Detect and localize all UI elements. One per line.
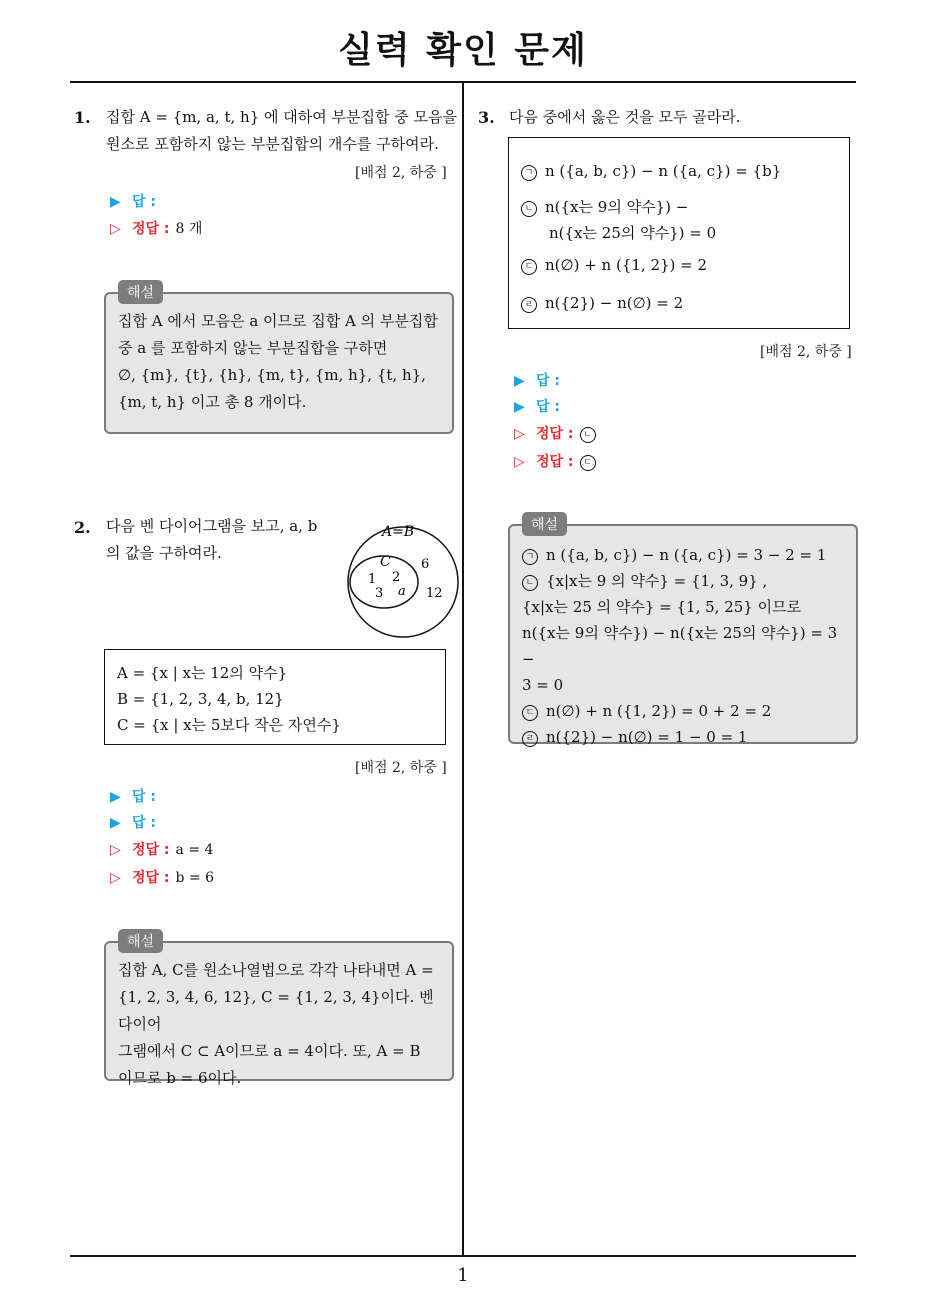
q3-explain-line: 3 = 0 xyxy=(522,676,564,694)
q1-line-2: 원소로 포함하지 않는 부분집합의 개수를 구하여라. xyxy=(106,135,439,153)
page-title: 실력 확인 문제 xyxy=(338,30,588,71)
page-number: 1 xyxy=(457,1265,469,1286)
q3-text: 다음 중에서 옳은 것을 모두 골라라. xyxy=(509,108,741,126)
q2-condition: C = {x | x는 5보다 작은 자연수} xyxy=(117,716,341,734)
q3-explain-line: {x|x는 25 의 약수} = {1, 5, 25} 이므로 xyxy=(522,598,802,616)
outline-play-icon: ▷ xyxy=(514,454,525,470)
q1-text xyxy=(106,104,457,158)
q2-correct-1: ▷ 정답 : a = 4 xyxy=(110,842,214,858)
q3-explain-tag: 해설 xyxy=(522,512,567,536)
venn-label-outer: A=B xyxy=(382,524,415,540)
q3-choice-4: ㄹ n({2}) − n(∅) = 2 xyxy=(521,290,837,316)
outline-play-icon: ▷ xyxy=(110,842,121,858)
q2-correct-2: ▷ 정답 : b = 6 xyxy=(110,870,215,886)
q1-number: 1. xyxy=(74,108,91,127)
q2-conditions-box xyxy=(104,649,446,745)
q1-answer-label: ▶ 답 : xyxy=(110,194,156,210)
venn-element: 12 xyxy=(426,586,443,601)
column-divider xyxy=(462,82,464,1257)
venn-element: 2 xyxy=(392,570,401,585)
venn-element: 1 xyxy=(368,572,377,587)
q2-explain-line: 집합 A, C를 원소나열법으로 각각 나타내면 A = xyxy=(118,961,434,979)
venn-element: a xyxy=(398,584,406,599)
q3-choice-2-cont: n({x는 25의 약수}) = 0 xyxy=(549,224,717,242)
q2-number: 2. xyxy=(74,518,91,537)
q1-explain-line: 집합 A 에서 모음은 a 이므로 집합 A 의 부분집합 xyxy=(118,312,438,330)
bottom-rule xyxy=(70,1255,856,1257)
q3-answer-label-2: ▶ 답 : xyxy=(514,399,560,415)
q2-condition: A = {x | x는 12의 약수} xyxy=(117,664,288,682)
q1-explain-line: ∅, {m}, {t}, {h}, {m, t}, {m, h}, {t, h}, xyxy=(118,366,426,384)
venn-diagram xyxy=(340,518,466,642)
q1-explain-line: {m, t, h} 이고 총 8 개이다. xyxy=(118,393,307,411)
q3-score: [배점 2, 하중 ] xyxy=(760,344,852,360)
venn-element: 6 xyxy=(421,557,430,572)
q3-answer-label-1: ▶ 답 : xyxy=(514,373,560,389)
q3-explain-line: n({x는 9의 약수}) − n({x는 25의 약수}) = 3 − xyxy=(522,624,838,668)
q1-correct-value: 8 개 xyxy=(175,221,203,237)
q1-explanation xyxy=(104,292,454,434)
play-icon: ▶ xyxy=(110,194,121,210)
q2-answer-label-1: ▶ 답 : xyxy=(110,789,156,805)
q2-correct-value: a = 4 xyxy=(175,842,214,858)
q1-explain-tag: 해설 xyxy=(118,280,163,304)
q3-explain-line: ㄱ n ({a, b, c}) − n ({a, c}) = 3 − 2 = 1 xyxy=(522,542,844,568)
venn-element: 3 xyxy=(375,586,384,601)
q1-correct: ▷ 정답 : 8 개 xyxy=(110,221,203,237)
q1-explain-line: 중 a 를 포함하지 않는 부분집합을 구하면 xyxy=(118,339,388,357)
q2-text xyxy=(106,513,317,567)
q2-score: [배점 2, 하중 ] xyxy=(355,760,447,776)
outline-play-icon: ▷ xyxy=(514,426,525,442)
q3-correct-value: ㄷ xyxy=(580,455,596,471)
q3-explain-line: ㄹ n({2}) − n(∅) = 1 − 0 = 1 xyxy=(522,724,844,750)
play-icon: ▶ xyxy=(514,399,525,415)
q3-correct-2: ▷ 정답 : ㄷ xyxy=(514,451,604,471)
q2-explain-line: {1, 2, 3, 4, 6, 12}, C = {1, 2, 3, 4}이다. 벤 다이어 xyxy=(118,988,434,1033)
play-icon: ▶ xyxy=(110,789,121,805)
q3-choice-2: ㄴ n({x는 9의 약수}) − xyxy=(521,194,837,220)
outline-play-icon: ▷ xyxy=(110,870,121,886)
q2-explanation xyxy=(104,941,454,1087)
q2-line-1: 다음 벤 다이어그램을 보고, a, b xyxy=(106,517,318,535)
q2-condition: B = {1, 2, 3, 4, b, 12} xyxy=(117,690,284,708)
q3-explain-line: ㄷ n(∅) + n ({1, 2}) = 0 + 2 = 2 xyxy=(522,698,844,724)
play-icon: ▶ xyxy=(514,373,525,389)
q3-choice-1: ㄱ n ({a, b, c}) − n ({a, c}) = {b} xyxy=(521,158,837,184)
q2-explain-line: 그램에서 C ⊂ A이므로 a = 4이다. 또, A = B xyxy=(118,1042,421,1060)
q3-choices-box xyxy=(508,137,850,329)
q1-line-1: 집합 A = {m, a, t, h} 에 대하여 부분집합 중 모음을 xyxy=(106,108,457,126)
q2-answer-label-2: ▶ 답 : xyxy=(110,815,156,831)
q3-choice-3: ㄷ n(∅) + n ({1, 2}) = 2 xyxy=(521,252,837,278)
q3-number: 3. xyxy=(478,108,495,127)
q2-correct-value: b = 6 xyxy=(175,870,215,886)
q3-correct-value: ㄴ xyxy=(580,427,596,443)
q2-explain-line: 이므로 b = 6이다. xyxy=(118,1069,242,1087)
q3-explanation xyxy=(508,524,858,744)
venn-outer-circle xyxy=(348,527,458,637)
venn-label-inner: C xyxy=(380,554,391,570)
q2-explain-tag: 해설 xyxy=(118,929,163,953)
play-icon: ▶ xyxy=(110,815,121,831)
q3-explain-line: ㄴ {x|x는 9 의 약수} = {1, 3, 9} , xyxy=(522,568,844,594)
q3-correct-1: ▷ 정답 : ㄴ xyxy=(514,423,604,443)
q2-line-2: 의 값을 구하여라. xyxy=(106,544,222,562)
outline-play-icon: ▷ xyxy=(110,221,121,237)
q1-score: [배점 2, 하중 ] xyxy=(355,165,447,181)
